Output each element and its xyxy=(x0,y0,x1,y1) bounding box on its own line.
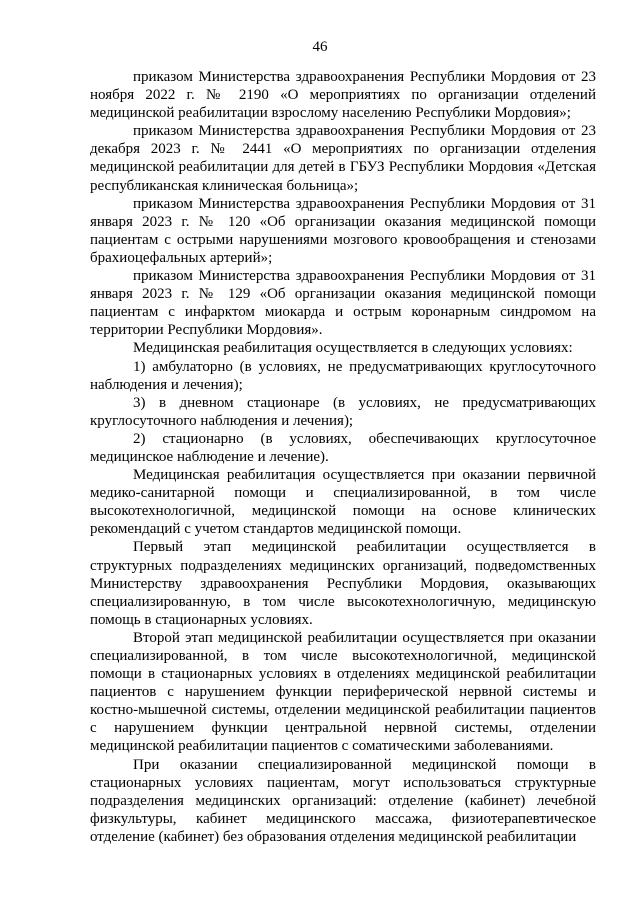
paragraph-conditions-intro: Медицинская реабилитация осуществляется в следующих условиях: xyxy=(133,340,573,357)
paragraph-order-2441: приказом Министерства здравоохранения Республики Мордовия от 23 декабря 2023 г. № 2441 «О мероприятиях по организации отделения медицинской реабилитации для детей в ГБУЗ Республики Мордовия «Детская республиканская клиническая больница»; xyxy=(90,123,596,194)
paragraph-second-stage: Второй этап медицинской реабилитации осуществляется при оказании специализированной, в том числе высокотехнологичной, медицинской помощи в стационарных условиях в отделениях медицинской реабилитации пациентов с нарушением функции периферической нервной системы и костно-мышечной системы, отделении медицинской реабилитации пациентов с нарушением функции центральной нервной системы, отделении медицинской реабилитации пациентов с соматическими заболеваниями. xyxy=(90,629,596,755)
document-body xyxy=(90,68,596,846)
paragraph-rehab-provision: Медицинская реабилитация осуществляется при оказании первичной медико-санитарной помощи и специализированной, в том числе высокотехнологичной, медицинской помощи на основе клинических рекомендаций с учетом стандартов медицинской помощи. xyxy=(90,467,596,538)
paragraph-order-120: приказом Министерства здравоохранения Республики Мордовия от 31 января 2023 г. № 120 «Об организации оказания медицинской помощи пациентам с острыми нарушениями мозгового кровообращения и стенозами брахиоцефальных артерий»; xyxy=(90,195,596,266)
paragraph-condition-day-hospital: 3) в дневном стационаре (в условиях, не предусматривающих круглосуточного наблюдения и лечения); xyxy=(90,394,596,429)
paragraph-condition-inpatient: 2) стационарно (в условиях, обеспечивающих круглосуточное медицинское наблюдение и лечение). xyxy=(90,430,596,465)
paragraph-order-2190: приказом Министерства здравоохранения Республики Мордовия от 23 ноября 2022 г. № 2190 «О мероприятиях по организации отделений медицинской реабилитации взрослому населению Республики Мордовия»; xyxy=(90,69,596,122)
page-number: 46 xyxy=(312,39,328,55)
paragraph-structural-units: При оказании специализированной медицинской помощи в стационарных условиях пациентам, могут использоваться структурные подразделения медицинских организаций: отделение (кабинет) лечебной физкультуры, кабинет медицинского массажа, физиотерапевтическое отделение (кабинет) без образования отделения медицинской реабилитации xyxy=(90,756,596,845)
paragraph-order-129: приказом Министерства здравоохранения Республики Мордовия от 31 января 2023 г. № 129 «Об организации оказания медицинской помощи пациентам с инфарктом миокарда и острым коронарным синдромом на территории Республики Мордовия». xyxy=(90,268,596,339)
paragraph-condition-outpatient: 1) амбулаторно (в условиях, не предусматривающих круглосуточного наблюдения и лечения); xyxy=(90,358,596,393)
paragraph-first-stage: Первый этап медицинской реабилитации осуществляется в структурных подразделениях медицинских организаций, подведомственных Министерству здравоохранения Республики Мордовия, оказывающих специализированную, в том числе высокотехнологичную, медицинскую помощь в стационарных условиях. xyxy=(90,539,596,628)
